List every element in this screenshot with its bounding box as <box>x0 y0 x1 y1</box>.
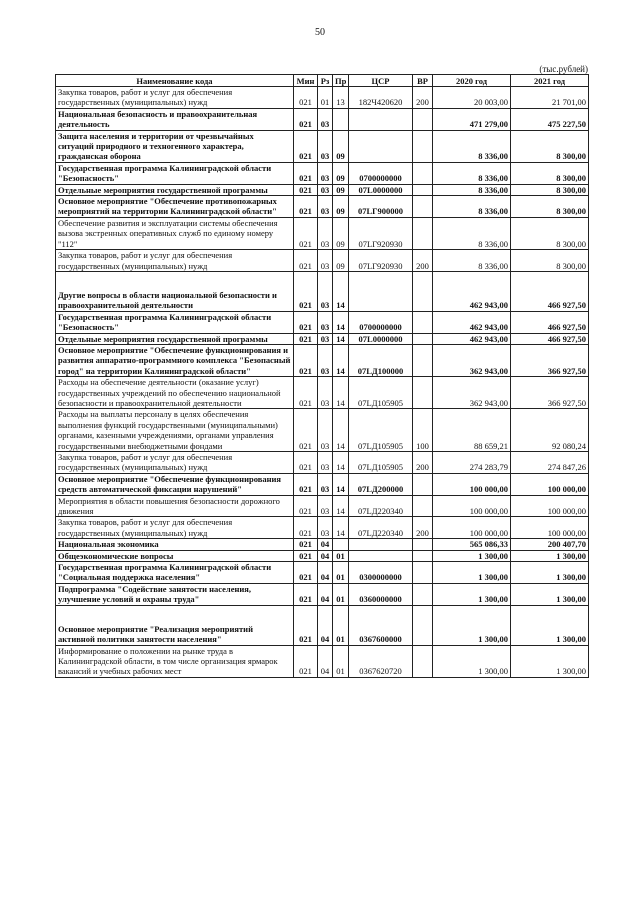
row-csr: 07LГ900000 <box>349 196 413 218</box>
row-amount-2020: 462 943,00 <box>433 271 511 311</box>
row-name: Защита населения и территории от чрезвычайных ситуаций природного и техногенного характера, гражданская оборона <box>56 130 294 162</box>
row-rz: 03 <box>318 333 333 344</box>
row-min: 021 <box>294 108 318 130</box>
row-min: 021 <box>294 377 318 409</box>
row-min: 021 <box>294 196 318 218</box>
header-2020: 2020 год <box>433 75 511 87</box>
table-row <box>56 562 589 584</box>
row-pr: 14 <box>333 473 349 495</box>
table-row <box>56 409 589 452</box>
table-row <box>56 333 589 344</box>
row-csr: 07LГ920930 <box>349 250 413 272</box>
row-pr: 01 <box>333 550 349 561</box>
row-min: 021 <box>294 539 318 550</box>
table-row <box>56 495 589 517</box>
row-csr: 07LД105905 <box>349 452 413 474</box>
row-name: Государственная программа Калининградской области "Социальная поддержка населения" <box>56 562 294 584</box>
row-min: 021 <box>294 162 318 184</box>
row-csr: 07LД220340 <box>349 495 413 517</box>
row-amount-2020: 362 943,00 <box>433 344 511 376</box>
row-vr <box>413 184 433 195</box>
table-row <box>56 344 589 376</box>
row-amount-2020: 8 336,00 <box>433 217 511 249</box>
row-pr: 14 <box>333 344 349 376</box>
row-vr <box>413 605 433 645</box>
row-rz: 04 <box>318 605 333 645</box>
budget-table <box>55 74 589 678</box>
row-rz: 03 <box>318 217 333 249</box>
row-amount-2020: 471 279,00 <box>433 108 511 130</box>
row-csr: 0700000000 <box>349 311 413 333</box>
row-pr: 14 <box>333 517 349 539</box>
row-csr: 07LГ920930 <box>349 217 413 249</box>
row-name: Государственная программа Калининградской области "Безопасность" <box>56 311 294 333</box>
row-name: Расходы на обеспечение деятельности (оказание услуг) государственных учреждений по обеспечению национальной безопасности и правоохранительной деятельности <box>56 377 294 409</box>
row-rz: 03 <box>318 250 333 272</box>
row-min: 021 <box>294 473 318 495</box>
table-row <box>56 517 589 539</box>
row-csr: 0700000000 <box>349 162 413 184</box>
row-amount-2021: 466 927,50 <box>511 333 589 344</box>
table-row <box>56 162 589 184</box>
row-pr: 09 <box>333 162 349 184</box>
row-pr <box>333 108 349 130</box>
row-min: 021 <box>294 130 318 162</box>
row-pr: 01 <box>333 562 349 584</box>
row-vr <box>413 645 433 677</box>
row-amount-2020: 100 000,00 <box>433 473 511 495</box>
row-amount-2021: 1 300,00 <box>511 550 589 561</box>
row-pr: 14 <box>333 271 349 311</box>
row-vr <box>413 271 433 311</box>
row-csr <box>349 271 413 311</box>
row-name: Отдельные мероприятия государственной программы <box>56 333 294 344</box>
row-name: Другие вопросы в области национальной безопасности и правоохранительной деятельности <box>56 271 294 311</box>
row-amount-2020: 100 000,00 <box>433 495 511 517</box>
row-pr: 09 <box>333 184 349 195</box>
row-pr: 14 <box>333 409 349 452</box>
row-amount-2021: 8 300,00 <box>511 196 589 218</box>
row-name: Расходы на выплаты персоналу в целях обеспечения выполнения функций государственными (муниципальными) органами, казенными учреждениями, органами управления государственными внебюджетными фондами <box>56 409 294 452</box>
row-vr <box>413 539 433 550</box>
row-rz: 04 <box>318 539 333 550</box>
table-row <box>56 217 589 249</box>
row-min: 021 <box>294 344 318 376</box>
row-pr: 01 <box>333 583 349 605</box>
row-amount-2020: 20 003,00 <box>433 87 511 109</box>
row-name: Подпрограмма "Содействие занятости населения, улучшение условий и охраны труда" <box>56 583 294 605</box>
table-row <box>56 377 589 409</box>
row-amount-2020: 1 300,00 <box>433 645 511 677</box>
table-row <box>56 550 589 561</box>
row-min: 021 <box>294 517 318 539</box>
row-min: 021 <box>294 605 318 645</box>
row-pr: 09 <box>333 250 349 272</box>
row-pr: 14 <box>333 333 349 344</box>
table-row <box>56 583 589 605</box>
row-csr: 07L0000000 <box>349 333 413 344</box>
row-amount-2021: 8 300,00 <box>511 184 589 195</box>
row-amount-2021: 1 300,00 <box>511 583 589 605</box>
row-name: Закупка товаров, работ и услуг для обеспечения государственных (муниципальных) нужд <box>56 250 294 272</box>
header-2021: 2021 год <box>511 75 589 87</box>
row-csr: 182Ч420620 <box>349 87 413 109</box>
table-row <box>56 605 589 645</box>
table-row <box>56 108 589 130</box>
row-min: 021 <box>294 311 318 333</box>
row-vr: 200 <box>413 517 433 539</box>
row-min: 021 <box>294 495 318 517</box>
row-amount-2021: 466 927,50 <box>511 271 589 311</box>
row-vr <box>413 583 433 605</box>
row-vr <box>413 333 433 344</box>
row-pr: 14 <box>333 495 349 517</box>
table-row <box>56 473 589 495</box>
row-amount-2021: 100 000,00 <box>511 473 589 495</box>
row-amount-2020: 274 283,79 <box>433 452 511 474</box>
row-csr: 07LД100000 <box>349 344 413 376</box>
row-amount-2021: 100 000,00 <box>511 517 589 539</box>
row-rz: 04 <box>318 583 333 605</box>
row-vr <box>413 344 433 376</box>
row-min: 021 <box>294 271 318 311</box>
row-amount-2020: 8 336,00 <box>433 184 511 195</box>
row-amount-2021: 8 300,00 <box>511 250 589 272</box>
row-min: 021 <box>294 562 318 584</box>
row-csr: 07LД200000 <box>349 473 413 495</box>
row-amount-2021: 8 300,00 <box>511 217 589 249</box>
header-csr: ЦСР <box>349 75 413 87</box>
header-min: Мин <box>294 75 318 87</box>
page-number: 50 <box>315 27 325 38</box>
row-vr <box>413 550 433 561</box>
row-rz: 03 <box>318 184 333 195</box>
row-name: Информирование о положении на рынке труда в Калининградской области, в том числе организация ярмарок вакансий и учебных рабочих мест <box>56 645 294 677</box>
table-row <box>56 184 589 195</box>
row-min: 021 <box>294 409 318 452</box>
row-csr: 0300000000 <box>349 562 413 584</box>
row-amount-2020: 8 336,00 <box>433 130 511 162</box>
row-name: Основное мероприятие "Обеспечение функционирования и развития аппаратно-программного комплекса "Безопасный город" на территории Калининградской области" <box>56 344 294 376</box>
row-pr: 14 <box>333 452 349 474</box>
row-amount-2021: 466 927,50 <box>511 311 589 333</box>
row-rz: 03 <box>318 344 333 376</box>
row-vr <box>413 196 433 218</box>
row-pr: 09 <box>333 217 349 249</box>
row-csr <box>349 130 413 162</box>
row-rz: 04 <box>318 562 333 584</box>
row-min: 021 <box>294 250 318 272</box>
table-row <box>56 196 589 218</box>
row-name: Основное мероприятие "Реализация мероприятий активной политики занятости населения" <box>56 605 294 645</box>
row-csr: 07LД105905 <box>349 377 413 409</box>
row-rz: 03 <box>318 196 333 218</box>
row-pr: 13 <box>333 87 349 109</box>
row-amount-2021: 1 300,00 <box>511 645 589 677</box>
row-amount-2021: 475 227,50 <box>511 108 589 130</box>
row-amount-2021: 8 300,00 <box>511 162 589 184</box>
table-row <box>56 311 589 333</box>
table-row <box>56 130 589 162</box>
row-amount-2021: 8 300,00 <box>511 130 589 162</box>
row-name: Национальная безопасность и правоохранительная деятельность <box>56 108 294 130</box>
header-pr: Пр <box>333 75 349 87</box>
row-vr <box>413 130 433 162</box>
row-amount-2021: 274 847,26 <box>511 452 589 474</box>
table-row <box>56 645 589 677</box>
row-name: Основное мероприятие "Обеспечение функционирования средств автоматической фиксации нарушений" <box>56 473 294 495</box>
row-amount-2021: 21 701,00 <box>511 87 589 109</box>
row-vr <box>413 162 433 184</box>
row-rz: 03 <box>318 162 333 184</box>
row-min: 021 <box>294 452 318 474</box>
row-amount-2020: 462 943,00 <box>433 333 511 344</box>
row-vr <box>413 473 433 495</box>
row-pr: 01 <box>333 605 349 645</box>
header-rz: Рз <box>318 75 333 87</box>
row-rz: 01 <box>318 87 333 109</box>
row-csr <box>349 108 413 130</box>
units-note: (тыс.рублей) <box>539 64 588 74</box>
row-csr: 07LД105905 <box>349 409 413 452</box>
row-name: Государственная программа Калининградской области "Безопасность" <box>56 162 294 184</box>
row-min: 021 <box>294 645 318 677</box>
row-csr: 07LД220340 <box>349 517 413 539</box>
row-amount-2021: 1 300,00 <box>511 605 589 645</box>
row-rz: 03 <box>318 271 333 311</box>
row-rz: 03 <box>318 311 333 333</box>
header-vr: ВР <box>413 75 433 87</box>
row-min: 021 <box>294 550 318 561</box>
row-pr: 01 <box>333 645 349 677</box>
row-csr: 07L0000000 <box>349 184 413 195</box>
table-header-row <box>56 75 589 87</box>
row-amount-2020: 1 300,00 <box>433 605 511 645</box>
row-amount-2021: 100 000,00 <box>511 495 589 517</box>
row-amount-2021: 92 080,24 <box>511 409 589 452</box>
row-name: Мероприятия в области повышения безопасности дорожного движения <box>56 495 294 517</box>
row-min: 021 <box>294 583 318 605</box>
row-csr: 0367600000 <box>349 605 413 645</box>
row-name: Обеспечение развития и эксплуатации системы обеспечения вызова экстренных оперативных служб по единому номеру "112" <box>56 217 294 249</box>
row-amount-2020: 8 336,00 <box>433 196 511 218</box>
row-name: Отдельные мероприятия государственной программы <box>56 184 294 195</box>
row-name: Закупка товаров, работ и услуг для обеспечения государственных (муниципальных) нужд <box>56 452 294 474</box>
row-rz: 03 <box>318 495 333 517</box>
row-pr: 09 <box>333 196 349 218</box>
row-vr <box>413 217 433 249</box>
row-min: 021 <box>294 217 318 249</box>
row-amount-2021: 1 300,00 <box>511 562 589 584</box>
row-amount-2020: 100 000,00 <box>433 517 511 539</box>
row-pr: 09 <box>333 130 349 162</box>
row-pr: 14 <box>333 377 349 409</box>
row-vr <box>413 562 433 584</box>
row-vr: 200 <box>413 452 433 474</box>
row-name: Закупка товаров, работ и услуг для обеспечения государственных (муниципальных) нужд <box>56 517 294 539</box>
row-min: 021 <box>294 184 318 195</box>
row-amount-2020: 1 300,00 <box>433 550 511 561</box>
row-csr: 0360000000 <box>349 583 413 605</box>
row-amount-2020: 1 300,00 <box>433 562 511 584</box>
table-row <box>56 452 589 474</box>
row-amount-2021: 366 927,50 <box>511 377 589 409</box>
row-amount-2020: 565 086,33 <box>433 539 511 550</box>
row-rz: 04 <box>318 550 333 561</box>
row-amount-2021: 200 407,70 <box>511 539 589 550</box>
row-rz: 03 <box>318 377 333 409</box>
row-vr: 200 <box>413 87 433 109</box>
row-csr <box>349 550 413 561</box>
table-row <box>56 539 589 550</box>
row-amount-2020: 362 943,00 <box>433 377 511 409</box>
row-rz: 03 <box>318 473 333 495</box>
row-name: Национальная экономика <box>56 539 294 550</box>
row-rz: 03 <box>318 130 333 162</box>
row-pr <box>333 539 349 550</box>
row-pr: 14 <box>333 311 349 333</box>
row-min: 021 <box>294 333 318 344</box>
row-rz: 03 <box>318 108 333 130</box>
row-rz: 03 <box>318 452 333 474</box>
row-amount-2020: 1 300,00 <box>433 583 511 605</box>
table-row <box>56 250 589 272</box>
row-csr <box>349 539 413 550</box>
row-min: 021 <box>294 87 318 109</box>
row-vr: 100 <box>413 409 433 452</box>
row-vr <box>413 495 433 517</box>
header-name: Наименование кода <box>56 75 294 87</box>
row-name: Основное мероприятие "Обеспечение противопожарных мероприятий на территории Калининградской области" <box>56 196 294 218</box>
row-amount-2020: 462 943,00 <box>433 311 511 333</box>
row-vr: 200 <box>413 250 433 272</box>
row-vr <box>413 311 433 333</box>
row-vr <box>413 377 433 409</box>
row-name: Общеэкономические вопросы <box>56 550 294 561</box>
row-rz: 03 <box>318 517 333 539</box>
row-name: Закупка товаров, работ и услуг для обеспечения государственных (муниципальных) нужд <box>56 87 294 109</box>
table-row <box>56 271 589 311</box>
row-amount-2021: 366 927,50 <box>511 344 589 376</box>
row-csr: 0367620720 <box>349 645 413 677</box>
row-amount-2020: 88 659,21 <box>433 409 511 452</box>
table-row <box>56 87 589 109</box>
row-amount-2020: 8 336,00 <box>433 162 511 184</box>
row-vr <box>413 108 433 130</box>
row-rz: 03 <box>318 409 333 452</box>
row-amount-2020: 8 336,00 <box>433 250 511 272</box>
row-rz: 04 <box>318 645 333 677</box>
